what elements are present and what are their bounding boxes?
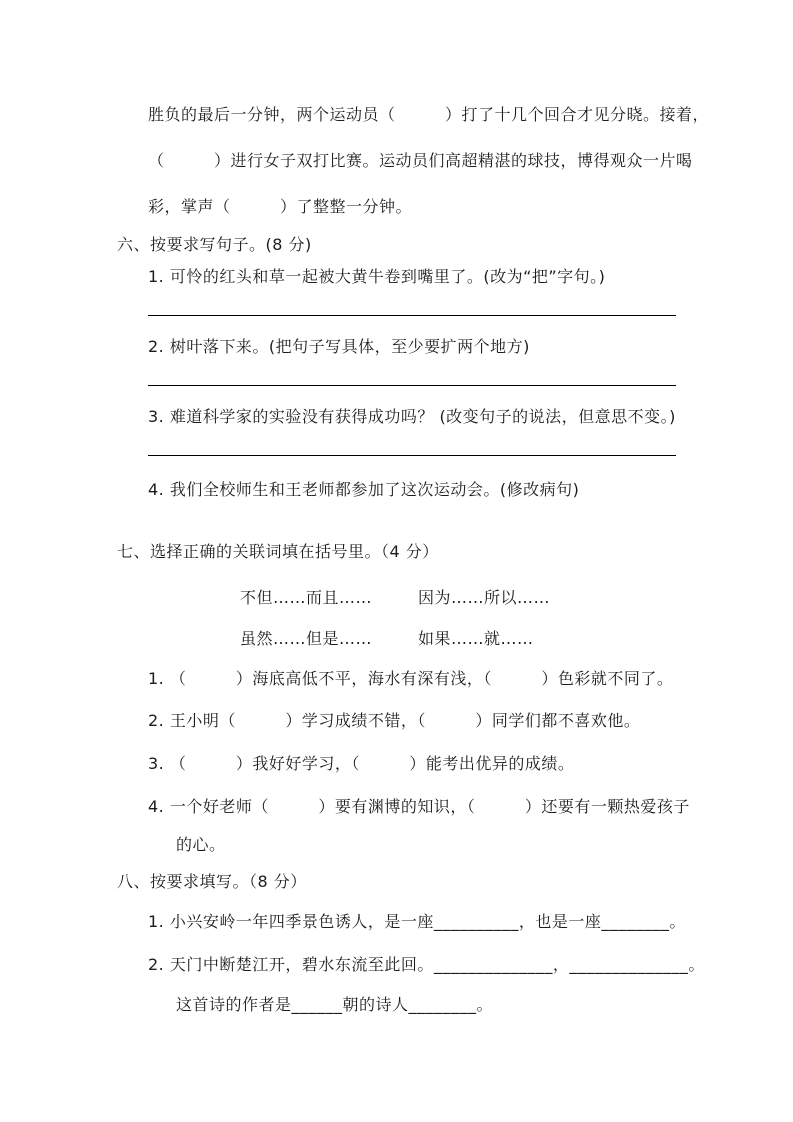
connective-option: 因为……所以…… [418,588,551,607]
answer-line [148,455,676,456]
question-item-continuation: 这首诗的作者是______朝的诗人________。 [176,995,494,1014]
section-seven-title: 七、选择正确的关联词填在括号里。（4 分） [117,542,439,561]
question-item: 4. 一个好老师（ ）要有渊博的知识，（ ）还要有一颗热爱孩子 [148,797,690,816]
connective-options-row-2 [240,629,703,649]
question-item: 2. 天门中断楚江开，碧水东流至此回。______________，______________。 [148,955,705,974]
question-item: 1. （ ）海底高低不平，海水有深有浅，（ ）色彩就不同了。 [148,669,674,688]
answer-line [148,315,676,316]
section-six-title: 六、按要求写句子。(8 分) [117,235,312,254]
connective-option: 如果……就…… [418,629,534,648]
intro-line-1: 胜负的最后一分钟，两个运动员（ ）打了十几个回合才见分晓。接着， [148,105,710,124]
connective-option: 虽然……但是…… [240,629,373,648]
question-item: 4. 我们全校师生和王老师都参加了这次运动会。(修改病句) [148,480,580,499]
question-item: 3. 难道科学家的实验没有获得成功吗？ (改变句子的说法，但意思不变。) [148,407,676,426]
question-item: 2. 树叶落下来。(把句子写具体，至少要扩两个地方) [148,337,530,356]
question-item: 1. 可怜的红头和草一起被大黄牛卷到嘴里了。(改为“把”字句。) [148,267,606,286]
answer-line [148,385,676,386]
intro-line-3: 彩，掌声（ ）了整整一分钟。 [148,197,413,216]
question-item: 2. 王小明（ ）学习成绩不错，（ ）同学们都不喜欢他。 [148,711,641,730]
connective-options-row-1 [240,588,703,608]
section-seven [117,542,703,855]
question-item-continuation: 的心。 [176,835,226,854]
section-eight-title: 八、按要求填写。（8 分） [117,872,307,891]
intro-passage [117,105,710,217]
section-six [117,235,703,500]
question-item: 3. （ ）我好好学习，（ ）能考出优异的成绩。 [148,754,575,773]
question-item: 1. 小兴安岭一年四季景色诱人，是一座__________，也是一座________。 [148,912,686,931]
connective-option: 不但……而且…… [240,588,373,607]
section-eight [117,872,703,1015]
intro-line-2: （ ）进行女子双打比赛。运动员们高超精湛的球技，博得观众一片喝 [148,151,693,170]
